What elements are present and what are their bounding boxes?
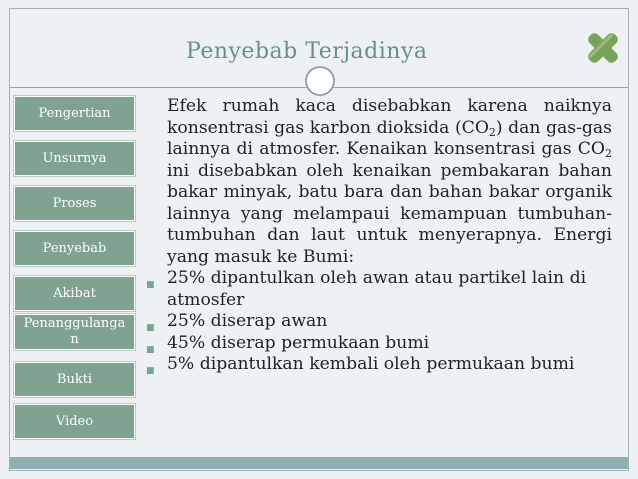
nav-button-label: Unsurnya	[42, 150, 107, 166]
bottom-bar	[10, 457, 628, 469]
nav-button-proses[interactable]	[14, 186, 135, 221]
list-item-text: 5% dipantulkan kembali oleh permukaan bumi	[167, 354, 575, 374]
list-item	[146, 311, 612, 333]
paragraph-text: Efek rumah kaca disebabkan karena naiknya konsentrasi gas karbon dioksida (CO	[167, 96, 612, 138]
list-item	[146, 268, 612, 311]
nav-button-penyebab[interactable]	[14, 231, 135, 266]
list-item	[146, 333, 612, 355]
nav-button-penanggulangan[interactable]	[14, 314, 135, 350]
close-icon[interactable]	[583, 28, 623, 68]
nav-button-label: Penyebab	[42, 240, 107, 256]
nav-button-label: Proses	[52, 195, 97, 211]
bullet-icon: ■	[146, 366, 155, 376]
body-paragraph	[167, 96, 612, 268]
nav-button-label: Pengertian	[38, 105, 111, 121]
paragraph-text: ini disebabkan oleh kenaikan pembakaran bahan bakar minyak, batu bara dan bahan bakar organik lainnya yang melampaui kemampuan tumbuhan-tumbuhan dan laut untuk menyerapnya. Energi yang masuk ke Bumi:	[167, 160, 612, 267]
list-item	[146, 354, 612, 376]
bullet-icon: ■	[146, 344, 155, 355]
ring-ornament	[305, 66, 335, 96]
nav-button-unsurnya[interactable]	[14, 141, 135, 176]
bullet-icon: ■	[146, 323, 155, 333]
list-item-text: 45% diserap permukaan bumi	[167, 332, 430, 353]
nav-button-bukti[interactable]	[14, 362, 135, 397]
subscript: 2	[488, 125, 496, 139]
bullet-list	[146, 268, 612, 376]
nav-button-label: Penanggulangan	[23, 316, 126, 347]
paragraph-text: ) dan gas-gas lainnya di atmosfer. Kenaikan konsentrasi gas CO	[167, 117, 612, 159]
subscript: 2	[605, 147, 612, 160]
bullet-icon: ■	[146, 280, 155, 290]
nav-button-label: Bukti	[56, 371, 93, 387]
nav-button-pengertian[interactable]	[14, 96, 135, 131]
nav-button-label: Video	[55, 413, 94, 429]
page-title: Penyebab Terjadinya	[186, 39, 428, 64]
nav-button-akibat[interactable]	[14, 276, 135, 311]
nav-button-video[interactable]	[14, 404, 135, 439]
nav-button-label: Akibat	[53, 285, 96, 301]
content-body	[146, 96, 612, 376]
list-item-text: 25% dipantulkan oleh awan atau partikel lain di atmosfer	[167, 268, 587, 310]
list-item-text: 25% diserap awan	[167, 311, 328, 331]
